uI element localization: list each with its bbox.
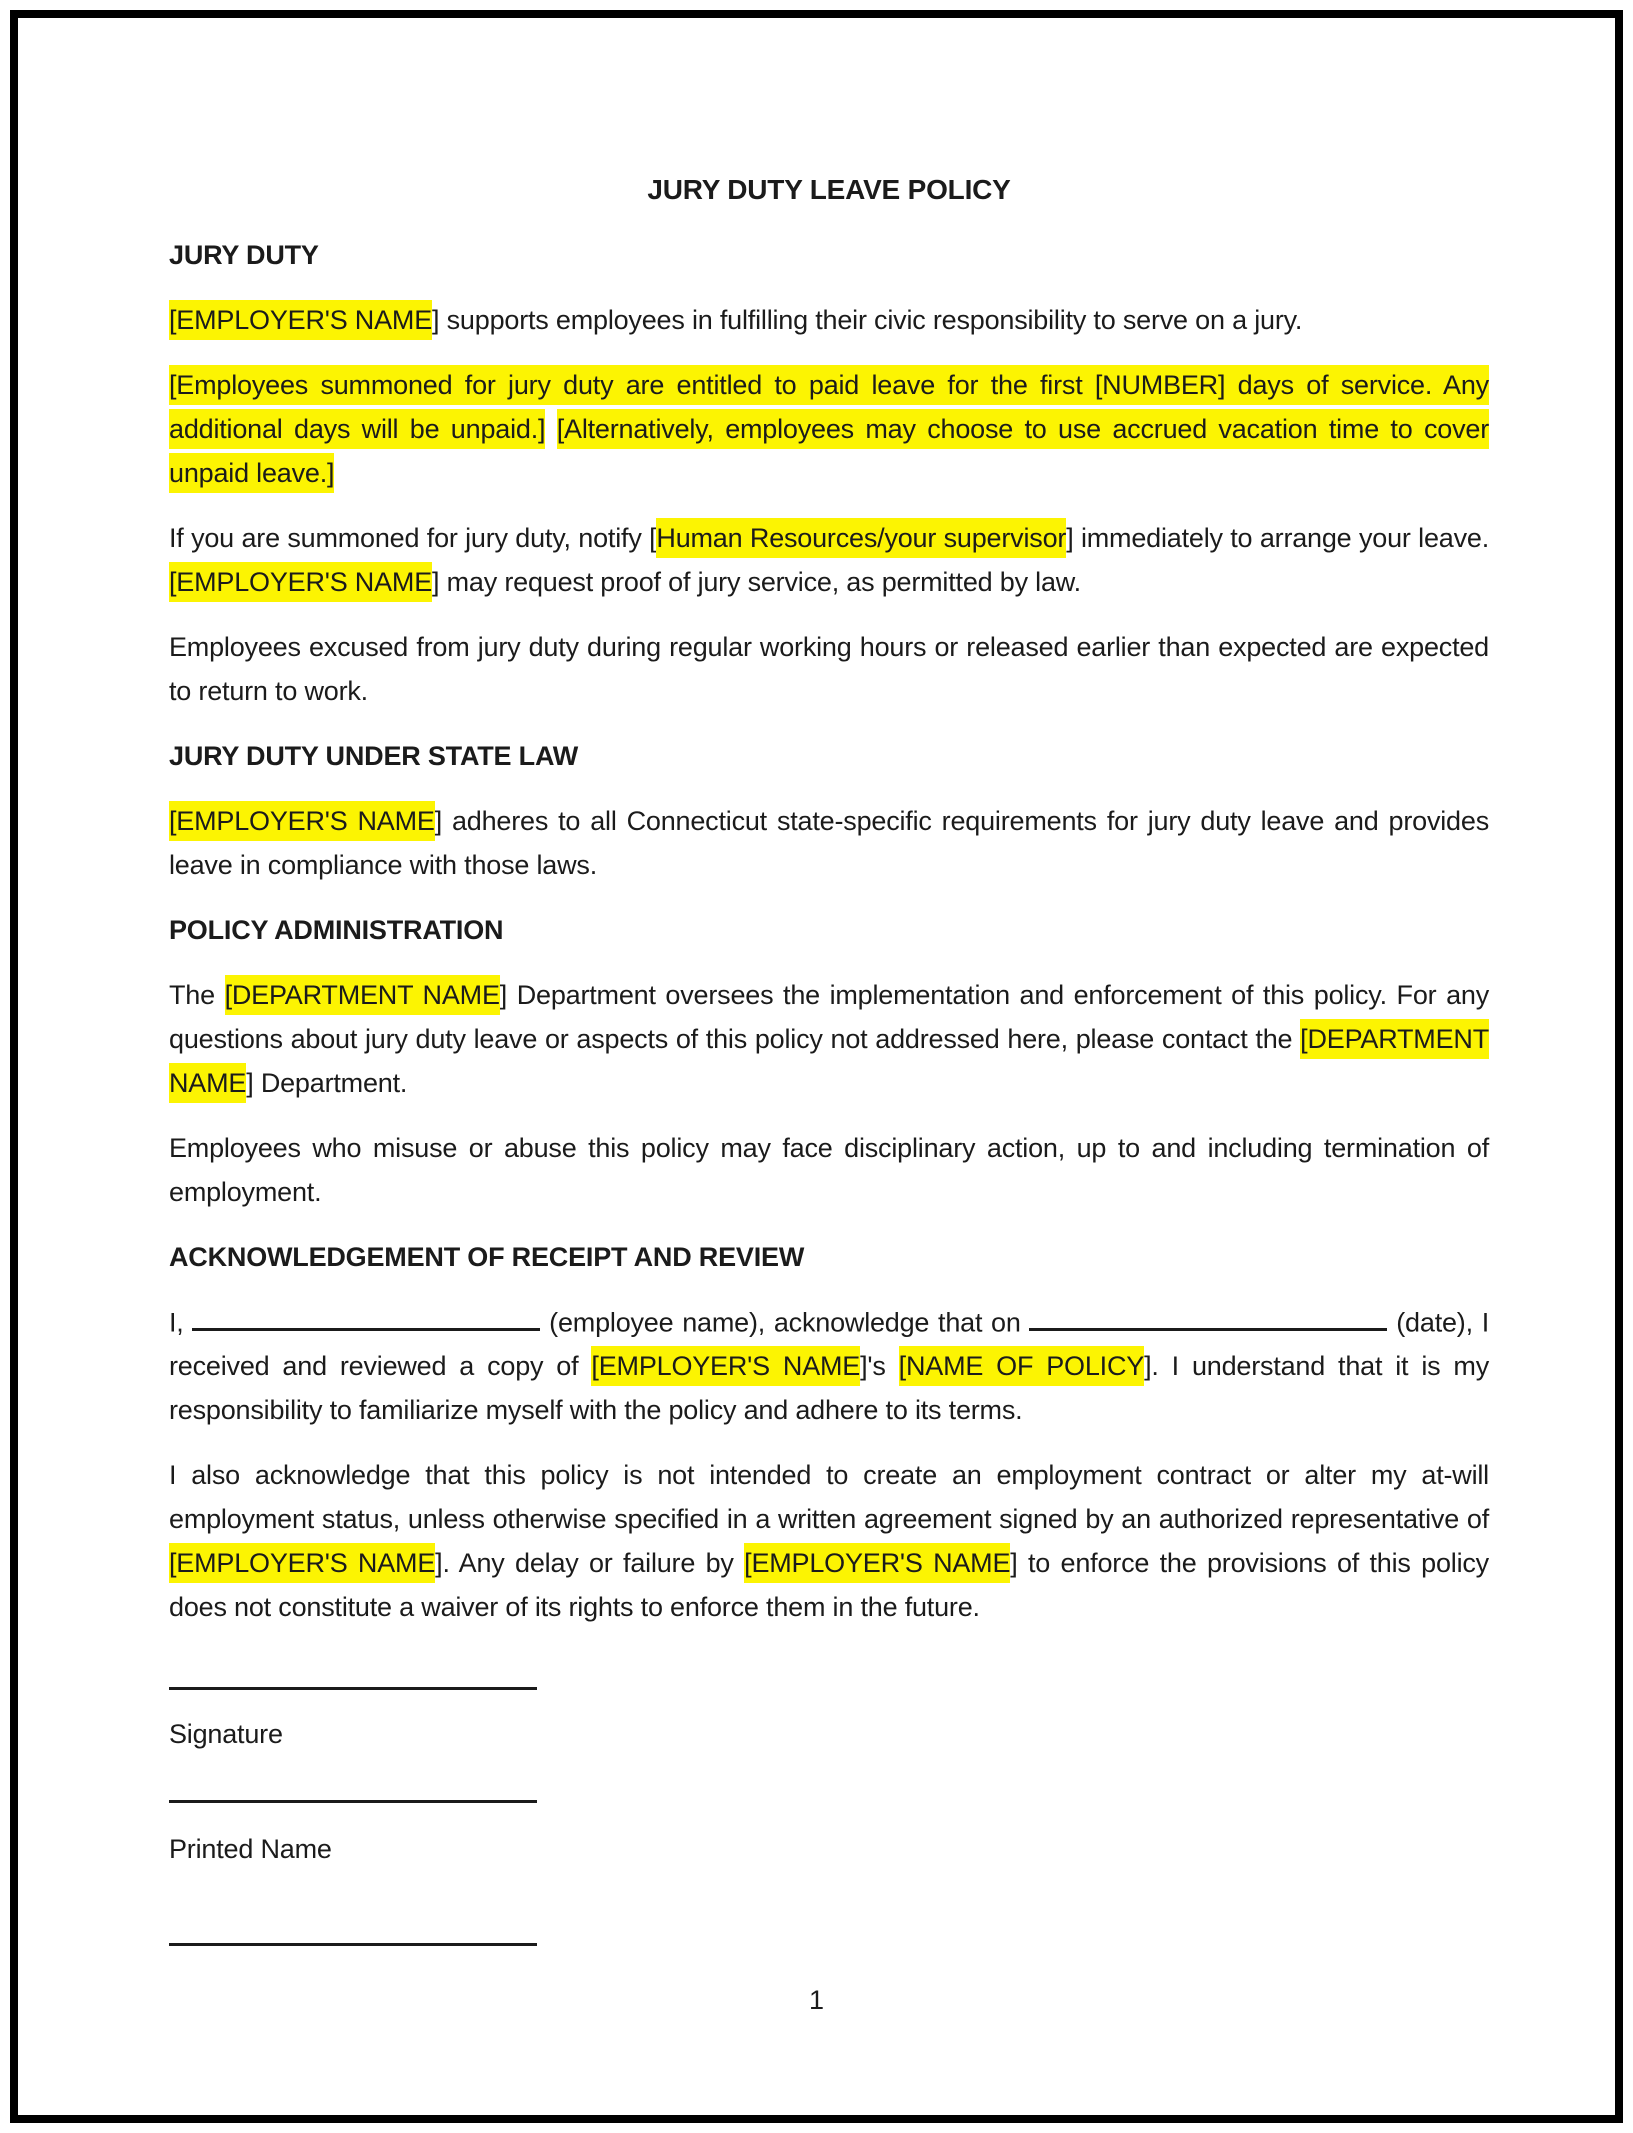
text-run: ] supports employees in fulfilling their civic responsibility to serve on a jury. xyxy=(432,305,1303,335)
highlight-placeholder: [EMPLOYER'S NAME xyxy=(169,562,432,602)
paragraph xyxy=(169,799,1489,887)
text-run: ] may request proof of jury service, as permitted by law. xyxy=(432,567,1081,597)
paragraph xyxy=(169,363,1489,495)
signature-label: Signature xyxy=(169,1719,283,1749)
text-run xyxy=(545,414,556,444)
section-heading: POLICY ADMINISTRATION xyxy=(169,915,504,945)
paragraph xyxy=(169,1453,1489,1629)
paragraph xyxy=(169,973,1489,1105)
text-run: ]'s xyxy=(860,1351,899,1382)
highlight-placeholder: [EMPLOYER'S NAME xyxy=(169,300,432,340)
text-run: ] to enforce the provisions of this policy does not constitute a waiver of its rights to enforce them in the future. xyxy=(169,1548,1489,1623)
text-run: I, xyxy=(169,1307,193,1338)
text-run: ]. I understand that it is my responsibility to familiarize myself with the policy and adhere to its terms. xyxy=(169,1351,1489,1426)
highlight-placeholder: [EMPLOYER'S NAME xyxy=(591,1346,860,1386)
text-run: ]. Any delay or failure by xyxy=(435,1548,745,1579)
page-number: 1 xyxy=(808,1985,825,2015)
paragraph xyxy=(169,516,1489,604)
fill-in-blank xyxy=(1029,1300,1387,1331)
section-heading: JURY DUTY UNDER STATE LAW xyxy=(169,741,579,771)
paragraph xyxy=(169,298,1489,342)
text-run: (employee name), acknowledge that on xyxy=(540,1307,1030,1338)
section-heading: ACKNOWLEDGEMENT OF RECEIPT AND REVIEW xyxy=(169,1242,805,1272)
doc-body xyxy=(169,233,1489,1629)
highlight-placeholder: [DEPARTMENT NAME xyxy=(169,1019,1489,1103)
text-run: ] adheres to all Connecticut state-specific requirements for jury duty leave and provides leave in compliance with those laws. xyxy=(169,806,1489,880)
text-run: ] immediately to arrange your leave. xyxy=(1066,523,1489,553)
highlight-placeholder: [EMPLOYER'S NAME xyxy=(169,801,435,841)
section-heading: JURY DUTY xyxy=(169,240,319,270)
text-run: (date), I received and reviewed a copy of xyxy=(169,1307,1489,1382)
printed-name-line xyxy=(169,1800,537,1803)
highlight-placeholder: [NAME OF POLICY xyxy=(899,1346,1144,1386)
highlight-placeholder: [Alternatively, employees may choose to use accrued vacation time to cover unpaid leave.] xyxy=(169,409,1489,493)
paragraph xyxy=(169,625,1489,713)
signature-line xyxy=(169,1687,537,1690)
text-run: ] Department oversees the implementation and enforcement of this policy. For any questions about jury duty leave or aspects of this policy not addressed here, please contact the xyxy=(169,980,1489,1054)
text-run: Employees excused from jury duty during regular working hours or released earlier than expected are expected to return to work. xyxy=(169,632,1489,706)
highlight-placeholder: Human Resources/your supervisor xyxy=(656,518,1066,558)
highlight-placeholder: [EMPLOYER'S NAME xyxy=(169,1543,435,1583)
doc-content xyxy=(169,0,1489,1650)
highlight-placeholder: [DEPARTMENT NAME xyxy=(225,975,500,1015)
paragraph xyxy=(169,1126,1489,1214)
date-line xyxy=(169,1943,537,1946)
printed-name-label: Printed Name xyxy=(169,1834,332,1864)
signature-section xyxy=(169,1655,1489,1946)
fill-in-blank xyxy=(192,1300,540,1331)
doc-title: JURY DUTY LEAVE POLICY xyxy=(647,174,1011,205)
text-run: ] Department. xyxy=(246,1068,408,1098)
highlight-placeholder: [EMPLOYER'S NAME xyxy=(744,1543,1010,1583)
paragraph xyxy=(169,1300,1489,1432)
text-run: The xyxy=(169,980,225,1010)
highlight-placeholder: [Employees summoned for jury duty are entitled to paid leave for the first [NUMBER] days of service. Any additional days will be unpaid.] xyxy=(169,365,1489,449)
text-run: If you are summoned for jury duty, notify [ xyxy=(169,523,657,553)
text-run: Employees who misuse or abuse this policy may face disciplinary action, up to and including termination of employment. xyxy=(169,1133,1489,1207)
text-run: I also acknowledge that this policy is not intended to create an employment contract or alter my at-will employment status, unless otherwise specified in a written agreement signed by an authorized representative of xyxy=(169,1460,1489,1535)
